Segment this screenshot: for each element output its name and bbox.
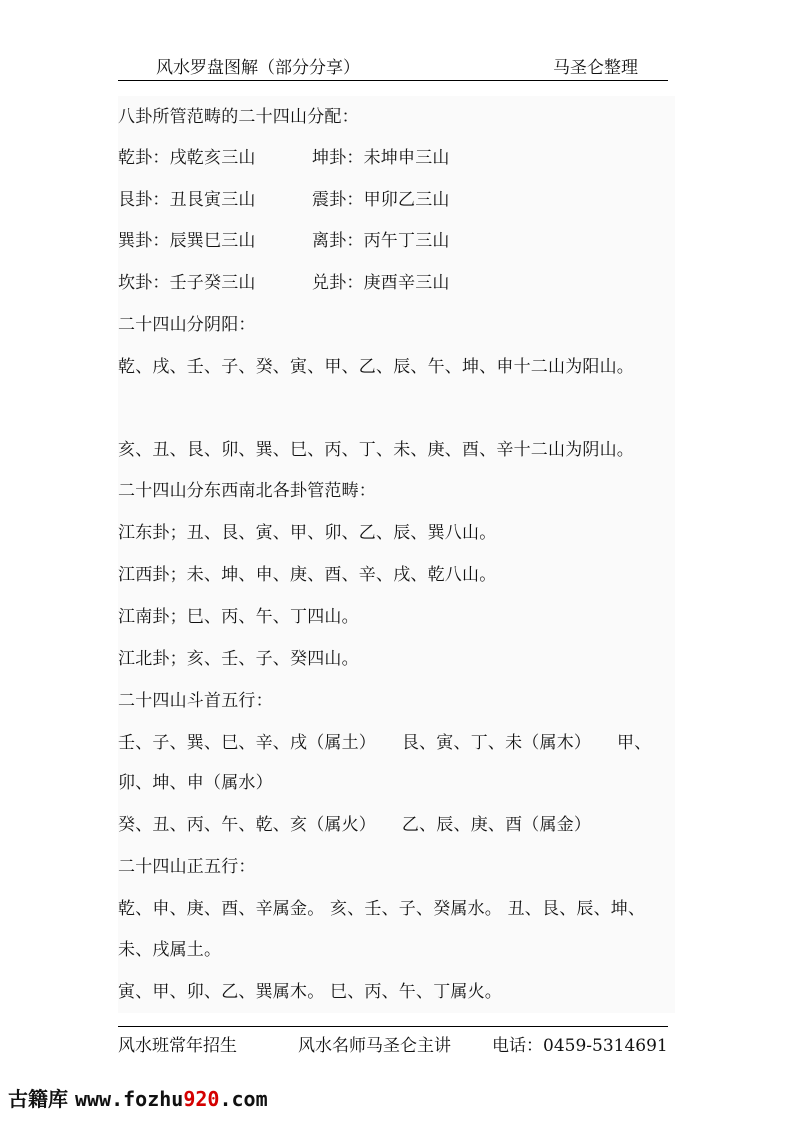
doushou-heading: 二十四山斗首五行： xyxy=(118,691,273,711)
yang-line: 乾、戌、壬、子、癸、寅、甲、乙、辰、午、坤、申十二山为阳山。 xyxy=(118,357,634,377)
document-body xyxy=(118,96,675,1013)
zheng-heading: 二十四山正五行： xyxy=(118,857,256,877)
doushou-line: 卯、坤、申（属水） xyxy=(118,773,273,793)
footer-phone-text: 电话：0459-5314691 xyxy=(492,1036,668,1056)
document-author: 马圣仑整理 xyxy=(553,58,638,78)
bagua-row xyxy=(118,272,450,294)
bagua-row xyxy=(118,147,450,169)
direction-heading: 二十四山分东西南北各卦管范畴： xyxy=(118,481,376,501)
bagua-row xyxy=(118,189,450,211)
bagua-row xyxy=(118,230,450,252)
bagua-left: 艮卦：丑艮寅三山 xyxy=(118,190,256,210)
bagua-right: 离卦：丙午丁三山 xyxy=(312,231,450,251)
page-footer xyxy=(118,1026,668,1056)
footer-teacher-text: 风水名师马圣仑主讲 xyxy=(298,1036,451,1056)
document-title: 风水罗盘图解（部分分享） xyxy=(156,58,360,78)
east-line: 江东卦；丑、艮、寅、甲、卯、乙、辰、巽八山。 xyxy=(118,523,497,543)
bagua-right: 坤卦：未坤申三山 xyxy=(312,148,450,168)
watermark-site-prefix: www.fozhu xyxy=(74,1087,184,1111)
watermark-site-number: 920 xyxy=(183,1087,220,1111)
bagua-left: 坎卦：壬子癸三山 xyxy=(118,273,256,293)
footer-class-text: 风水班常年招生 xyxy=(118,1036,237,1056)
west-line: 江西卦；未、坤、申、庚、酉、辛、戌、乾八山。 xyxy=(118,565,497,585)
bagua-heading: 八卦所管范畴的二十四山分配： xyxy=(118,107,359,127)
site-watermark xyxy=(8,1086,268,1112)
watermark-site xyxy=(75,1087,268,1111)
zheng-line: 乾、申、庚、酉、辛属金。 亥、壬、子、癸属水。 丑、艮、辰、坤、 xyxy=(118,899,646,919)
yin-line: 亥、丑、艮、卯、巽、巳、丙、丁、未、庚、酉、辛十二山为阴山。 xyxy=(118,440,634,460)
zheng-line: 未、戌属土。 xyxy=(118,940,222,960)
watermark-brand: 古籍库 xyxy=(8,1087,68,1111)
zheng-line: 寅、甲、卯、乙、巽属木。 巳、丙、午、丁属火。 xyxy=(118,982,503,1002)
bagua-right: 震卦：甲卯乙三山 xyxy=(312,190,450,210)
south-line: 江南卦；巳、丙、午、丁四山。 xyxy=(118,607,359,627)
bagua-left: 乾卦：戌乾亥三山 xyxy=(118,148,256,168)
bagua-left: 巽卦：辰巽巳三山 xyxy=(118,231,256,251)
bagua-right: 兑卦：庚酉辛三山 xyxy=(312,273,450,293)
watermark-site-suffix: .com xyxy=(219,1087,268,1111)
doushou-line: 癸、丑、丙、午、乾、亥（属火） 乙、辰、庚、酉（属金） xyxy=(118,815,592,835)
doushou-line: 壬、子、巽、巳、辛、戌（属土） 艮、寅、丁、未（属木） 甲、 xyxy=(118,733,652,753)
page-header xyxy=(118,58,668,81)
north-line: 江北卦；亥、壬、子、癸四山。 xyxy=(118,649,359,669)
yinyang-heading: 二十四山分阴阳： xyxy=(118,315,256,335)
